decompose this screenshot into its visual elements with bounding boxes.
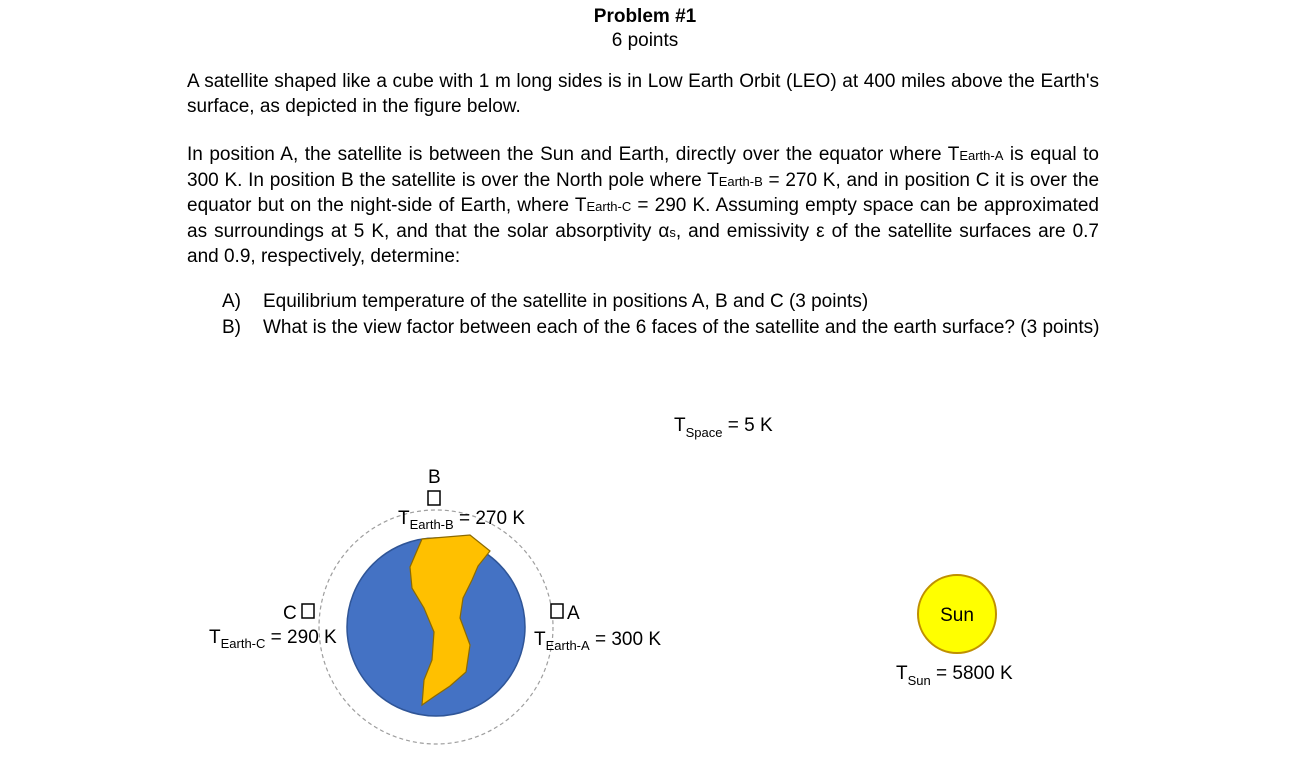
epsilon-symbol: ε <box>816 220 825 242</box>
problem-intro-paragraph: A satellite shaped like a cube with 1 m long sides is in Low Earth Orbit (LEO) at 400 miles above the Earth's surface, as depicted in the figure below. <box>187 71 1099 117</box>
earth-c-temperature-label: $T_{Earth-C} = 290$ K <box>209 627 337 651</box>
question-label: B) <box>222 317 241 338</box>
position-c-label: C <box>283 603 297 624</box>
position-a-label: A <box>567 603 580 624</box>
satellite-a-icon <box>551 604 563 618</box>
satellite-b-icon <box>428 491 440 505</box>
alpha-symbol: α <box>658 220 670 242</box>
earth-b-temperature-label: $T_{Earth-B} = 270$ K <box>398 508 525 532</box>
problem-points: 6 points <box>611 30 679 51</box>
position-b-label: B <box>428 467 441 488</box>
earth-a-temperature-label: $T_{Earth-A} = 300$ K <box>534 629 661 653</box>
sun-label: Sun <box>940 605 974 626</box>
question-text: Equilibrium temperature of the satellite in positions A, B and C (3 points) <box>263 291 869 312</box>
space-temperature-label: $T_{Space} = 5$ K <box>674 415 773 440</box>
question-label: A) <box>222 291 241 312</box>
question-text: What is the view factor between each of the 6 faces of the satellite and the earth surface? (3 points) <box>263 317 1100 338</box>
sun-temperature-label: $T_{Sun} = 5800$ K <box>896 663 1013 688</box>
problem-title: Problem #1 <box>593 6 697 27</box>
problem-conditions-paragraph: In position A, the satellite is between the Sun and Earth, directly over the equator where TEarth-A is equal to 300 K. In position B the satellite is over the North pole where TEarth-B = 270 K, and in position C it is over the equator but on the night-side of Earth, where TEarth-C = 290 K. Assuming empty space can be approximated as surroundings at 5 K, and that the solar absorptivity αs, and emissivity ε of the satellite surfaces are 0.7 and 0.9, respectively, determine: <box>187 144 1100 267</box>
satellite-c-icon <box>302 604 314 618</box>
